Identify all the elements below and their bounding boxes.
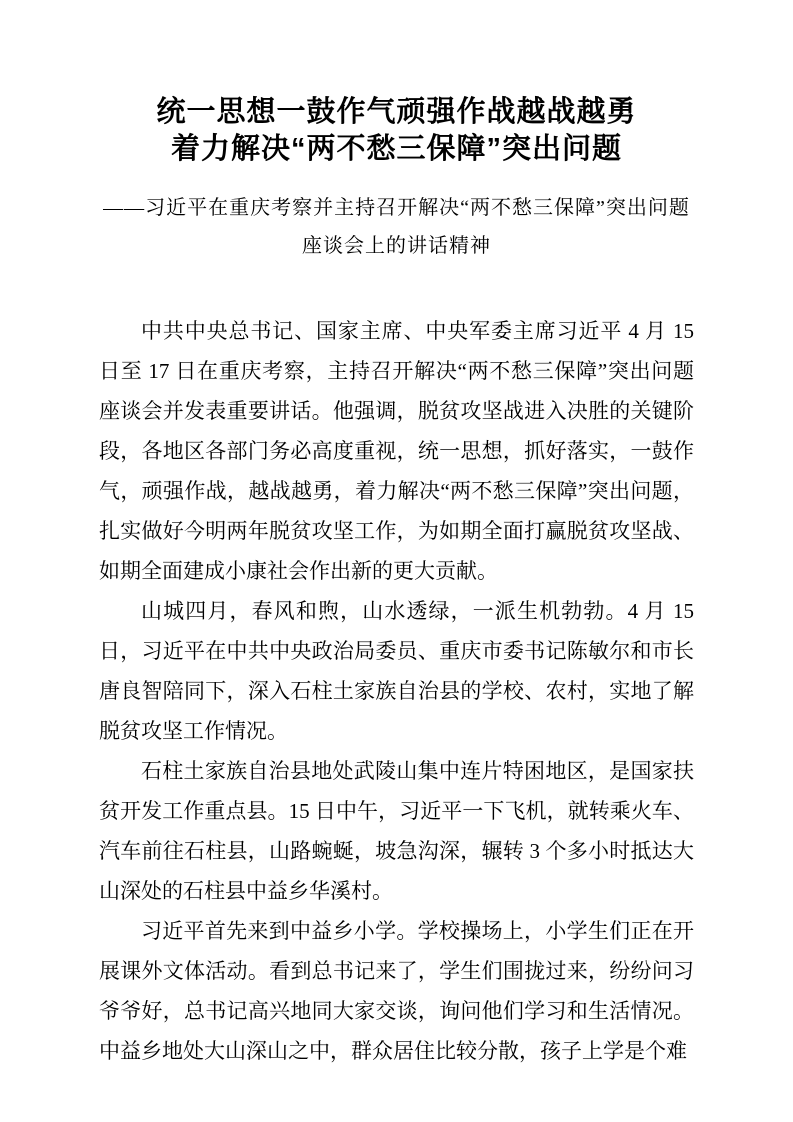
paragraph-2: 山城四月，春风和煦，山水透绿，一派生机勃勃。4 月 15 日，习近平在中共中央政治局委员、重庆市委书记陈敏尔和市长唐良智陪同下，深入石柱土家族自治县的学校、农村，实地了解脱贫攻坚工作情况。: [99, 599, 694, 743]
paragraph-3: 石柱土家族自治县地处武陵山集中连片特困地区，是国家扶贫开发工作重点县。15 日中午，习近平一下飞机，就转乘火车、汽车前往石柱县，山路蜿蜒，坡急沟深，辗转 3 个多小时抵达大山深处的石柱县中益乡华溪村。: [99, 759, 694, 903]
paragraph-4: 习近平首先来到中益乡小学。学校操场上，小学生们正在开展课外文体活动。看到总书记来了，学生们围拢过来，纷纷问习爷爷好，总书记高兴地同大家交谈，询问他们学习和生活情况。中益乡地处大山深山之中，群众居住比较分散，孩子上学是个难: [99, 919, 694, 1063]
document-subtitle: ——习近平在重庆考察并主持召开解决“两不愁三保障”突出问题座谈会上的讲话精神: [103, 197, 690, 257]
paragraph-1: 中共中央总书记、国家主席、中央军委主席习近平 4 月 15 日至 17 日在重庆考察，主持召开解决“两不愁三保障”突出问题座谈会并发表重要讲话。他强调，脱贫攻坚战进入决胜的关键阶段，各地区各部门务必高度重视，统一思想，抓好落实，一鼓作气，顽强作战，越战越勇，着力解决“两不愁三保障”突出问题，扎实做好今明两年脱贫攻坚工作，为如期全面打赢脱贫攻坚战、如期全面建成小康社会作出新的更大贡献。: [99, 319, 694, 583]
title-line-1: 统一思想一鼓作气顽强作战越战越勇: [156, 96, 637, 128]
document-title: [99, 94, 694, 168]
document-body: [99, 311, 694, 1071]
title-line-2: 着力解决“两不愁三保障”突出问题: [170, 133, 622, 165]
